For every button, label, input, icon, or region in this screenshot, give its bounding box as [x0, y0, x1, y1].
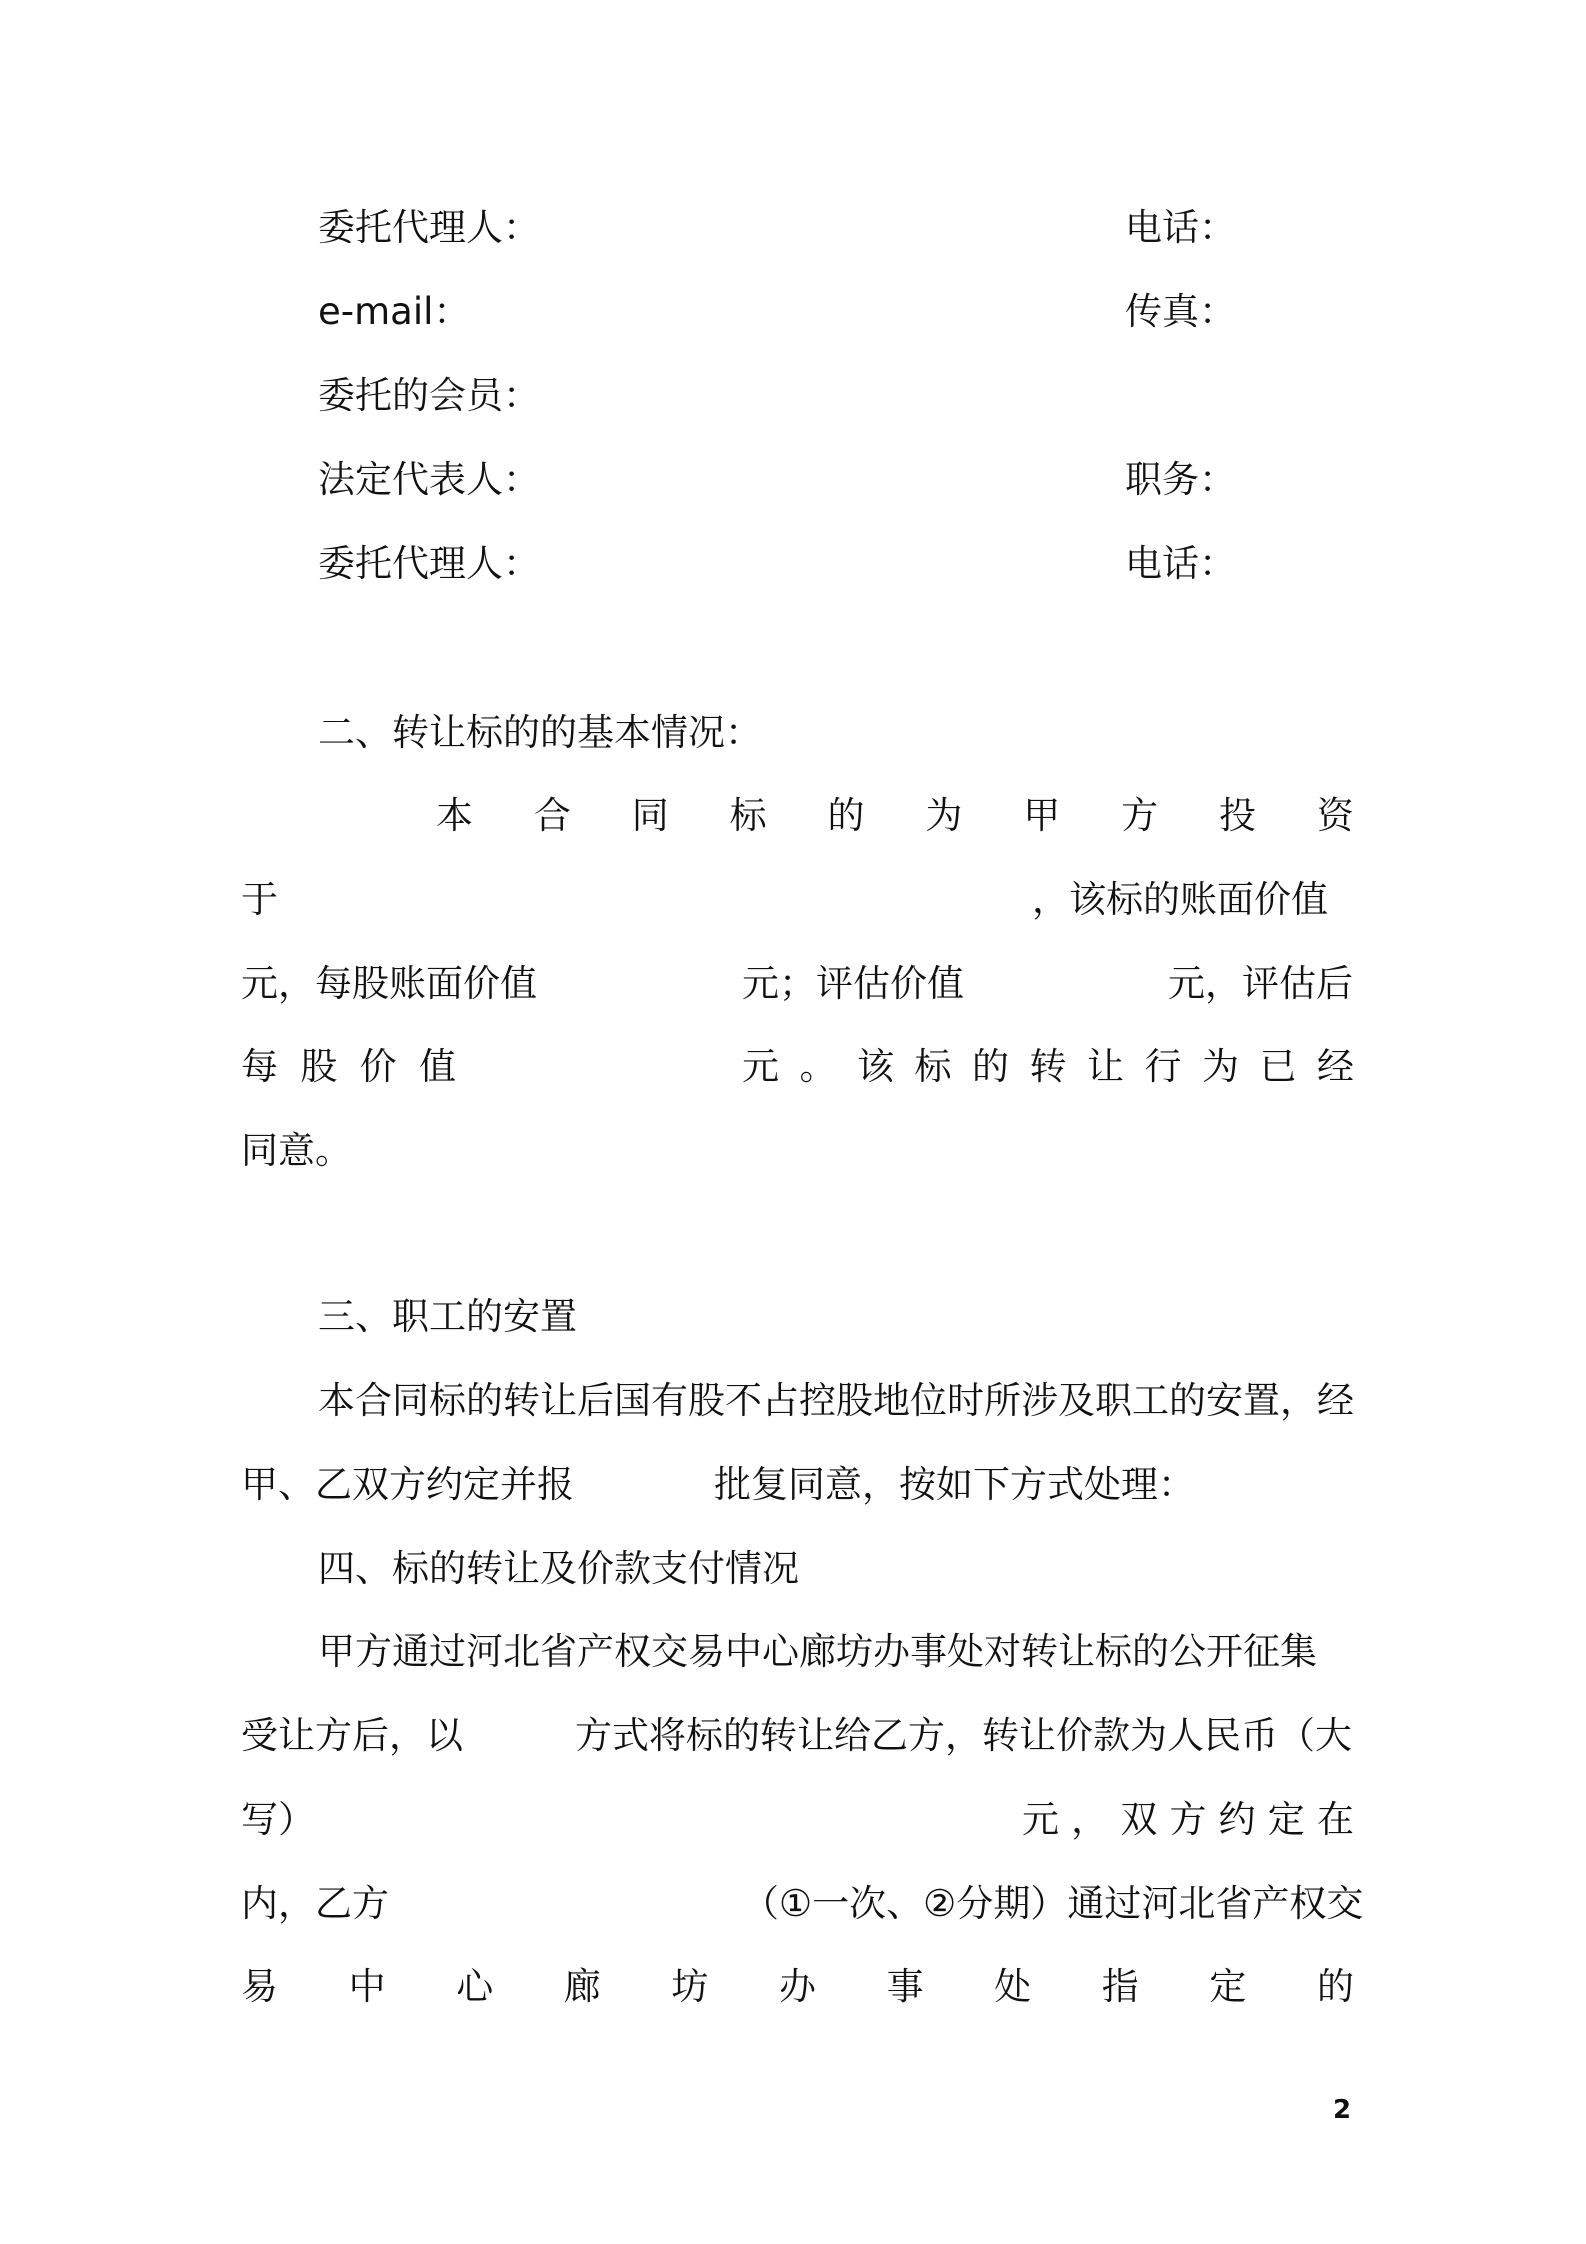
char: 投: [1219, 794, 1256, 837]
section2-line4-b: [742, 1043, 1354, 1091]
section2-line3-b: 元；评估价值: [742, 962, 964, 1005]
char: 转: [1029, 1045, 1067, 1088]
char: 经: [1317, 1045, 1354, 1088]
char: 廊: [563, 1965, 601, 2008]
section2-line2-b: ，该标的账面价值: [1032, 878, 1328, 921]
char: 标: [914, 1045, 952, 1088]
char: 该: [857, 1045, 894, 1088]
char: 事: [886, 1965, 924, 2008]
section3-para-line2-a: 甲、乙双方约定并报: [241, 1463, 574, 1506]
section4-line1: 甲方通过河北省产权交易中心廊坊办事处对转让标的公开征集: [318, 1630, 1317, 1673]
member-label: 委托的会员：: [318, 374, 540, 417]
position-label: 职务：: [1125, 458, 1236, 501]
char: 值: [418, 1045, 456, 1088]
char: 定: [1267, 1798, 1305, 1841]
char: 心: [456, 1965, 494, 2008]
char: 每: [241, 1045, 278, 1088]
char: 股: [300, 1045, 338, 1088]
char: 易: [241, 1965, 278, 2008]
char: 甲: [1023, 794, 1061, 837]
char: 资: [1316, 794, 1354, 837]
char: 方: [1121, 794, 1159, 837]
phone2-label: 电话：: [1125, 542, 1236, 585]
section3-heading: 三、职工的安置: [318, 1295, 577, 1338]
char: 。: [799, 1045, 837, 1088]
char: 已: [1259, 1045, 1297, 1088]
section4-line4-b: （①一次、②分期）通过河北省产权交: [742, 1882, 1364, 1925]
section2-line3-a: 元，每股账面价值: [241, 962, 537, 1005]
char: 标: [729, 794, 767, 837]
agent2-label: 委托代理人：: [318, 542, 540, 585]
char: 中: [348, 1965, 386, 2008]
section3-para-line1: 本合同标的转让后国有股不占控股地位时所涉及职工的安置，经: [318, 1379, 1354, 1422]
char: 的: [1316, 1965, 1354, 2008]
char: 在: [1316, 1798, 1354, 1841]
char: 的: [972, 1045, 1009, 1088]
char: 为: [1202, 1045, 1239, 1088]
section2-line5: 同意。: [241, 1129, 352, 1172]
agent-label: 委托代理人：: [318, 206, 540, 249]
char: 方: [1169, 1798, 1207, 1841]
char: 办: [778, 1965, 816, 2008]
section4-line2-a: 受让方后，以: [241, 1714, 463, 1757]
fax-label: 传真：: [1125, 290, 1236, 333]
char: 双: [1120, 1798, 1158, 1841]
section4-line5: [241, 1963, 1354, 2011]
section2-heading: 二、转让标的的基本情况：: [318, 711, 762, 754]
char: 指: [1101, 1965, 1139, 2008]
section4-heading: 四、标的转让及价款支付情况: [318, 1547, 799, 1590]
section2-line1: [436, 792, 1354, 840]
char: 为: [925, 794, 963, 837]
legal-rep-label: 法定代表人：: [318, 458, 540, 501]
email-label: e-mail：: [318, 290, 471, 333]
section4-line3-a: 写）: [241, 1798, 315, 1841]
char: 元: [1022, 1798, 1059, 1841]
char: 的: [827, 794, 865, 837]
section3-para-line2-b: 批复同意，按如下方式处理：: [714, 1463, 1195, 1506]
phone-label: 电话：: [1125, 206, 1236, 249]
section2-line2-a: 于: [241, 878, 278, 921]
section2-line4-a: [241, 1043, 456, 1091]
char: 处: [994, 1965, 1032, 2008]
section4-line2-b: 方式将标的转让给乙方，转让价款为人民币（大: [575, 1714, 1352, 1757]
section2-line3-c: 元，评估后: [1168, 962, 1353, 1005]
char: 同: [631, 794, 669, 837]
section4-line4-a: 内，乙方: [241, 1882, 389, 1925]
page-number: 2: [1333, 2095, 1352, 2125]
char: 合: [533, 794, 571, 837]
section4-line3-b: [1022, 1796, 1354, 1844]
char: 行: [1144, 1045, 1182, 1088]
char: ，: [1071, 1798, 1109, 1841]
char: 坊: [671, 1965, 709, 2008]
char: 元: [742, 1045, 779, 1088]
char: 约: [1218, 1798, 1256, 1841]
char: 价: [359, 1045, 397, 1088]
char: 本: [436, 794, 473, 837]
char: 定: [1209, 1965, 1247, 2008]
char: 让: [1087, 1045, 1124, 1088]
